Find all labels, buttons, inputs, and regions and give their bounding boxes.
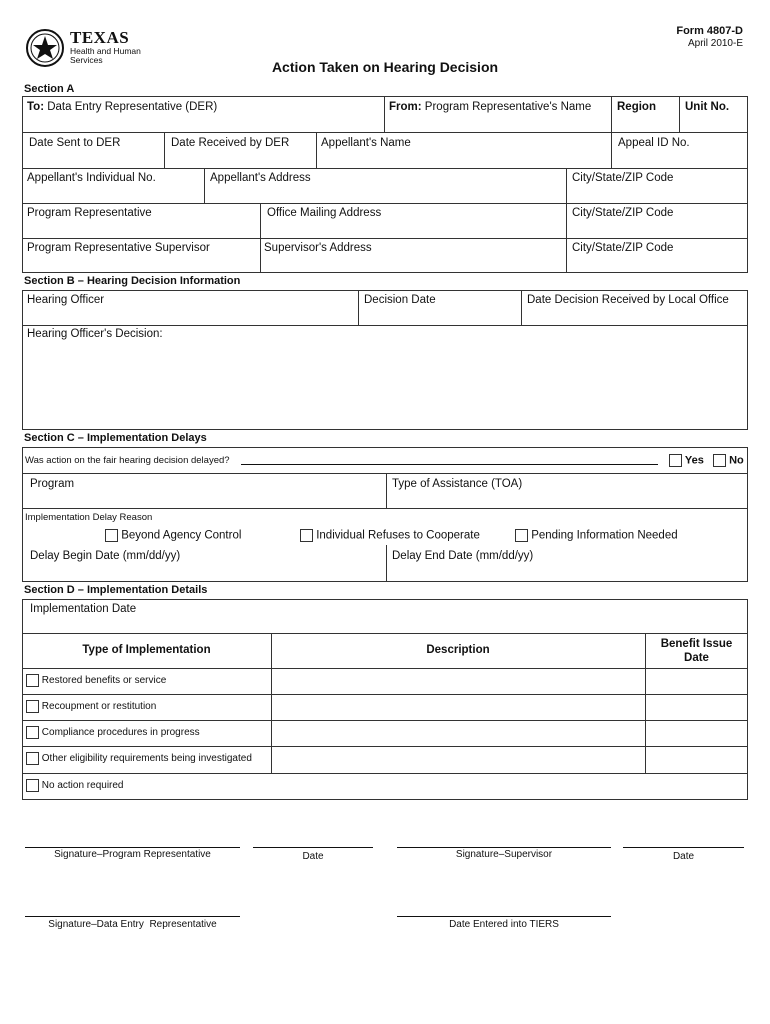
appellant-name-field[interactable]: Appellant's Name [321,137,411,149]
to-label: To: [27,101,45,113]
appellant-individual-no-field[interactable]: Appellant's Individual No. [27,172,156,184]
section-b-box [22,290,748,430]
table-row[interactable] [26,674,166,687]
date-sent-field[interactable]: Date Sent to DER [29,137,121,149]
type-of-assistance-field[interactable]: Type of Assistance (TOA) [392,478,523,490]
col-header-description: Description [426,644,490,656]
reason-individual-refuses-option[interactable] [300,529,480,542]
hearing-officer-field[interactable]: Hearing Officer [27,294,105,306]
yes-label: Yes [684,454,704,467]
sig-der-line[interactable] [25,916,240,917]
form-number: Form 4807-D [676,25,743,37]
to-value: Data Entry Representative (DER) [47,101,218,113]
office-mailing-address-field[interactable]: Office Mailing Address [267,207,382,219]
program-rep-field[interactable]: Program Representative [27,207,152,219]
agency-subname-line2: Services [70,55,103,65]
row-label: Restored benefits or service [41,675,167,687]
sig-der-label: Signature–Data Entry Representative [48,919,217,930]
agency-subname-line1: Health and Human [70,46,141,56]
supervisor-address-field[interactable]: Supervisor's Address [264,242,372,254]
row-label: Other eligibility requirements being investigated [41,753,252,765]
from-label: From: [389,101,422,113]
reason-pending-info-option[interactable] [515,529,678,542]
no-checkbox[interactable] [713,454,726,467]
pending-info-checkbox[interactable] [515,529,528,542]
section-c-label: Section C – Implementation Delays [24,432,207,444]
from-value: Program Representative's Name [424,101,592,113]
col-header-type: Type of Implementation [82,644,211,656]
pending-info-label: Pending Information Needed [531,529,678,542]
region-field[interactable]: Region [617,101,656,113]
delay-begin-date-field[interactable]: Delay Begin Date (mm/dd/yy) [30,550,181,562]
date-received-field[interactable]: Date Received by DER [171,137,290,149]
yes-checkbox[interactable] [669,454,682,467]
sig-supervisor-line[interactable] [397,847,611,848]
program-rep-supervisor-field[interactable]: Program Representative Supervisor [27,242,210,254]
sig-program-rep-line[interactable] [25,847,240,848]
other-eligibility-checkbox[interactable] [26,752,39,765]
date-decision-received-field[interactable]: Date Decision Received by Local Office [527,294,729,306]
office-city-state-zip-field[interactable]: City/State/ZIP Code [572,207,674,219]
col-header-benefit-line2: Date [684,652,709,664]
appeal-id-field[interactable]: Appeal ID No. [618,137,690,149]
section-d-label: Section D – Implementation Details [24,584,208,596]
supervisor-city-state-zip-field[interactable]: City/State/ZIP Code [572,242,674,254]
no-action-checkbox[interactable] [26,779,39,792]
compliance-checkbox[interactable] [26,726,39,739]
individual-refuses-label: Individual Refuses to Cooperate [316,529,480,542]
date-1-line[interactable] [253,847,373,848]
date-1-label: Date [302,851,324,862]
appellant-address-field[interactable]: Appellant's Address [210,172,311,184]
table-row[interactable] [26,779,124,792]
beyond-agency-checkbox[interactable] [105,529,118,542]
reason-beyond-agency-option[interactable] [105,529,241,542]
sig-supervisor-label: Signature–Supervisor [455,849,553,860]
from-field[interactable] [389,101,591,113]
col-header-benefit-date [645,637,748,665]
row-label: Recoupment or restitution [41,701,157,713]
row-label: Compliance procedures in progress [41,727,200,739]
section-a-label: Section A [24,83,75,95]
decision-date-field[interactable]: Decision Date [364,294,436,306]
table-row[interactable] [26,726,200,739]
section-b-label: Section B – Hearing Decision Information [24,275,241,287]
date-2-label: Date [672,851,695,862]
recoupment-checkbox[interactable] [26,700,39,713]
agency-name: TEXAS [70,28,130,47]
no-label: No [729,454,744,467]
page-title: Action Taken on Hearing Decision [271,59,499,75]
appellant-city-state-zip-field[interactable]: City/State/ZIP Code [572,172,674,184]
delay-question: Was action on the fair hearing decision delayed? [25,455,230,466]
delay-end-date-field[interactable]: Delay End Date (mm/dd/yy) [392,550,534,562]
individual-refuses-checkbox[interactable] [300,529,313,542]
col-header-benefit-line1: Benefit Issue [660,638,733,650]
date-entered-line[interactable] [397,916,611,917]
sig-program-rep-label: Signature–Program Representative [54,849,211,860]
table-row[interactable] [26,700,156,713]
delay-yes-option[interactable] [669,454,704,467]
date-2-line[interactable] [623,847,744,848]
table-row[interactable] [26,752,252,765]
beyond-agency-label: Beyond Agency Control [121,529,242,542]
unit-no-field[interactable]: Unit No. [685,101,730,113]
form-date: April 2010-E [687,38,743,49]
to-field[interactable] [27,101,217,113]
delay-reason-label: Implementation Delay Reason [25,512,153,523]
row-label: No action required [41,780,124,792]
delay-no-option[interactable] [713,454,744,467]
restored-benefits-checkbox[interactable] [26,674,39,687]
implementation-date-field[interactable]: Implementation Date [30,603,137,615]
date-entered-label: Date Entered into TIERS [449,919,559,930]
hearing-officer-decision-field[interactable]: Hearing Officer's Decision: [27,328,163,340]
program-field[interactable]: Program [30,478,75,490]
